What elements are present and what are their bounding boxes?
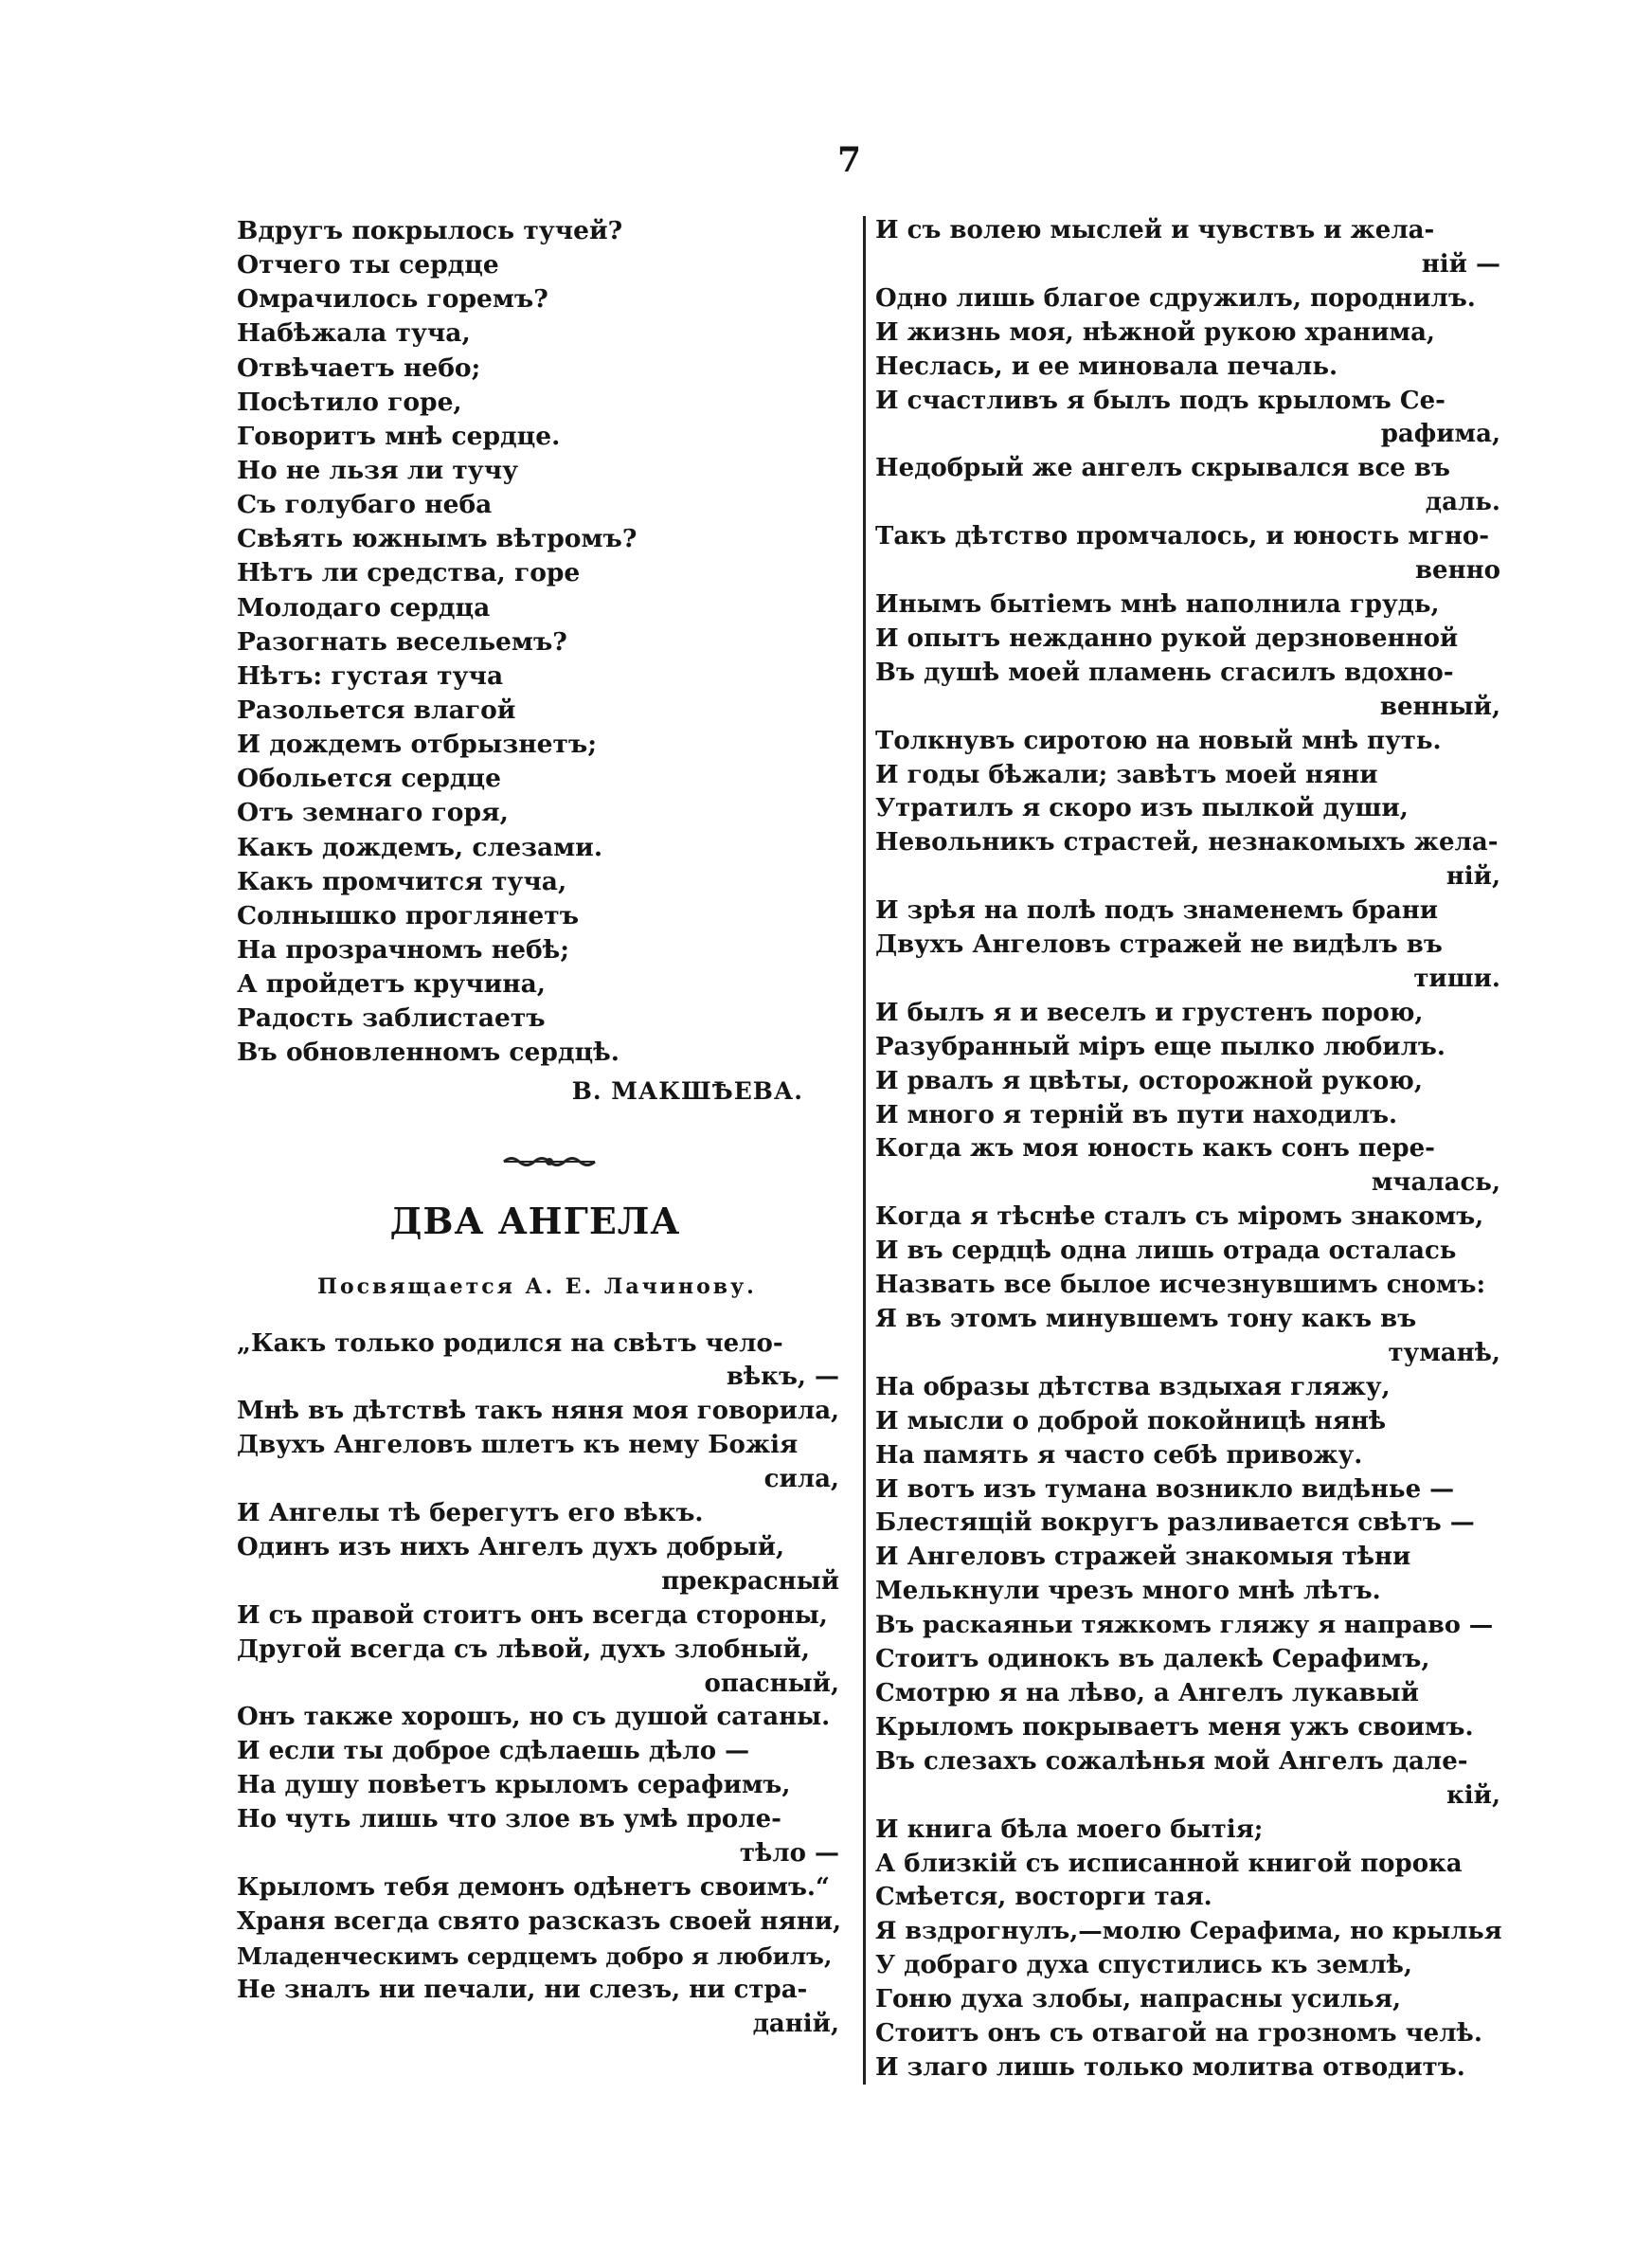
poem-line: И злаго лишь только молитва отводитъ. bbox=[875, 2052, 1465, 2082]
poem-line: ній, bbox=[1446, 862, 1500, 892]
poem-line: Недобрый же ангелъ скрывался все въ bbox=[875, 454, 1450, 483]
poem-title: ДВА АНГЕЛА bbox=[389, 1199, 681, 1242]
poem-line: тиши. bbox=[1413, 964, 1500, 993]
poem-line: даній, bbox=[752, 2009, 839, 2038]
poem-line: сила, bbox=[763, 1465, 839, 1494]
poem-line: А пройдетъ кручина, bbox=[237, 969, 547, 1000]
ornament-divider bbox=[502, 1152, 597, 1171]
poem-line: На память я часто себѣ привожу. bbox=[875, 1440, 1363, 1470]
poem-line: тѣло — bbox=[739, 1839, 839, 1869]
poem-line: Отъ земнаго горя, bbox=[237, 798, 509, 828]
poem-line: Въ душѣ моей пламень сгасилъ вдохно- bbox=[875, 658, 1454, 687]
poem-line: Одинъ изъ нихъ Ангелъ духъ добрый, bbox=[237, 1532, 785, 1562]
poem-line: Когда жъ моя юность какъ сонъ пере- bbox=[875, 1134, 1435, 1164]
poem-line: И Ангеловъ стражей знакомыя тѣни bbox=[875, 1543, 1411, 1572]
poem-line: Нѣтъ ли средства, горе bbox=[237, 558, 581, 588]
poem-line: опасный, bbox=[704, 1669, 839, 1698]
poem-line: рафима, bbox=[1380, 420, 1500, 449]
poem-line: Солнышко проглянетъ bbox=[237, 900, 580, 930]
poem-line: Мелькнули чрезъ много мнѣ лѣтъ. bbox=[875, 1577, 1381, 1606]
poem-line: И въ сердцѣ одна лишь отрада осталась bbox=[875, 1237, 1457, 1266]
poem-line: Радость заблистаетъ bbox=[237, 1003, 546, 1034]
poem-line: И мысли о доброй покойницѣ нянѣ bbox=[875, 1406, 1387, 1435]
poem-line: Инымъ бытіемъ мнѣ наполнила грудь, bbox=[875, 589, 1440, 619]
poem-line: А близкій съ исписанной книгой порока bbox=[875, 1849, 1463, 1878]
poem-line: Въ обновленномъ сердцѣ. bbox=[237, 1038, 620, 1068]
poem-line: Младенческимъ сердцемъ добро я любилъ, bbox=[237, 1941, 833, 1970]
poem-line: Какъ дождемъ, слезами. bbox=[237, 832, 603, 862]
poem-line: И рвалъ я цвѣты, осторожной рукою, bbox=[875, 1066, 1423, 1095]
right-column bbox=[875, 214, 1504, 2085]
poem-line: Я вздрогнулъ,—молю Серафима, но крылья bbox=[875, 1917, 1502, 1946]
poem-line: Молодаго сердца bbox=[237, 592, 491, 623]
poem-line: Одно лишь благое сдружилъ, породнилъ. bbox=[875, 283, 1476, 313]
poem-line: Набѣжала туча, bbox=[237, 318, 471, 349]
poem-line: На образы дѣтства вздыхая гляжу, bbox=[875, 1372, 1391, 1401]
poem-line: Разубранный міръ еще пылко любилъ. bbox=[875, 1032, 1446, 1061]
poem-line: Вдругъ покрылось тучей? bbox=[237, 216, 623, 245]
poem-line: туманѣ, bbox=[1388, 1338, 1500, 1367]
poem-line: И книга бѣла моего бытія; bbox=[875, 1815, 1264, 1844]
poem-two-left-lines bbox=[237, 1327, 843, 2042]
poem-line: Крыломъ тебя демонъ одѣнетъ своимъ.“ bbox=[237, 1873, 830, 1903]
poem-line: Разогнать весельемъ? bbox=[237, 626, 567, 657]
poem-line: Такъ дѣтство промчалось, и юность мгно- bbox=[875, 522, 1490, 551]
poem-line: прекрасный bbox=[661, 1566, 839, 1596]
poem-line: Не зналъ ни печали, ни слезъ, ни стра- bbox=[237, 1975, 808, 2004]
poem-line: Блестящій вокругъ разливается свѣтъ — bbox=[875, 1508, 1475, 1538]
poem-line: Назвать все былое исчезнувшимъ сномъ: bbox=[875, 1271, 1486, 1300]
poem-line: И если ты доброе сдѣлаешь дѣло — bbox=[237, 1737, 750, 1766]
poem-line: мчалась, bbox=[1371, 1168, 1500, 1198]
poem-line: Съ голубаго неба bbox=[237, 490, 493, 520]
poem-line: Другой всегда съ лѣвой, духъ злобный, bbox=[237, 1634, 810, 1664]
poem-line: Крыломъ покрываетъ меня ужъ своимъ. bbox=[875, 1712, 1474, 1742]
poem-line: И зрѣя на полѣ подъ знаменемъ брани bbox=[875, 896, 1439, 926]
poem-line: Двухъ Ангеловъ шлетъ къ нему Божія bbox=[237, 1431, 799, 1460]
poem-line: И опытъ нежданно рукой дерзновенной bbox=[875, 623, 1459, 653]
poem-line: Мнѣ въ дѣтствѣ такъ няня моя говорила, bbox=[237, 1397, 840, 1426]
poem-line: вѣкъ, — bbox=[726, 1363, 839, 1392]
poem-one bbox=[237, 214, 843, 1071]
poem-line: Отчего ты сердце bbox=[237, 250, 499, 280]
poem-line: Двухъ Ангеловъ стражей не видѣлъ въ bbox=[875, 930, 1443, 960]
poem-line: И счастливъ я былъ подъ крыломъ Се- bbox=[875, 386, 1446, 415]
poem-line: У добраго духа спустились къ землѣ, bbox=[875, 1951, 1412, 1980]
column-rule bbox=[863, 216, 866, 2085]
left-column bbox=[237, 214, 843, 2042]
poem-line: Свѣять южнымъ вѣтромъ? bbox=[237, 524, 637, 554]
poem-line: Въ слезахъ сожалѣнья мой Ангелъ дале- bbox=[875, 1746, 1468, 1776]
poem-line: Невольникъ страстей, незнакомыхъ жела- bbox=[875, 828, 1499, 858]
poem-line: даль. bbox=[1425, 488, 1500, 517]
poem-dedication: Посвящается А. Е. Лачинову. bbox=[317, 1273, 757, 1299]
poem-line: Смотрю я на лѣво, а Ангелъ лукавый bbox=[875, 1678, 1419, 1707]
poem-line: Храня всегда свято разсказъ своей няни, bbox=[237, 1906, 842, 1936]
poem-line: И жизнь моя, нѣжной рукою хранима, bbox=[875, 317, 1435, 347]
poem-line: Но чуть лишь что злое въ умѣ проле- bbox=[237, 1805, 781, 1834]
page-number: 7 bbox=[837, 140, 862, 180]
poem-line: И много я терній въ пути находилъ. bbox=[875, 1100, 1398, 1129]
poem-line: Но не льзя ли тучу bbox=[237, 455, 519, 485]
poem-line: И былъ я и веселъ и грустенъ порою, bbox=[875, 998, 1424, 1027]
poem-line: На прозрачномъ небѣ; bbox=[237, 934, 570, 965]
poem-line: Утратилъ я скоро изъ пылкой души, bbox=[875, 794, 1409, 823]
poem-line: Обольется сердце bbox=[237, 764, 501, 794]
poem-line: И съ волею мыслей и чувствъ и жела- bbox=[875, 216, 1435, 244]
poem-line: кій, bbox=[1446, 1780, 1500, 1810]
author-signature: В. МАКШѢЕВА. bbox=[571, 1076, 803, 1105]
poem-line: Разольется влагой bbox=[237, 695, 516, 725]
poem-line: ній — bbox=[1421, 249, 1500, 279]
poem-line: „Какъ только родился на свѣтъ чело- bbox=[237, 1328, 783, 1358]
poem-line: Неслась, и ее миновала печаль. bbox=[875, 352, 1338, 381]
poem-line: Какъ промчится туча, bbox=[237, 866, 567, 896]
poem-line: И съ правой стоитъ онъ всегда стороны, bbox=[237, 1600, 828, 1630]
poem-line: Омрачилось горемъ? bbox=[237, 284, 548, 315]
poem-line: Онъ также хорошъ, но съ душой сатаны. bbox=[237, 1703, 831, 1732]
poem-line: венный, bbox=[1379, 692, 1500, 721]
poem-line: И вотъ изъ тумана возникло видѣнье — bbox=[875, 1474, 1455, 1504]
poem-line: Говоритъ мнѣ сердце. bbox=[237, 421, 561, 451]
poem-line: И дождемъ отбрызнетъ; bbox=[237, 730, 598, 760]
poem-line: Я въ этомъ минувшемъ тону какъ въ bbox=[875, 1305, 1417, 1333]
poem-line: Стоитъ одинокъ въ далекѣ Серафимъ, bbox=[875, 1645, 1430, 1674]
poem-line: И годы бѣжали; завѣтъ моей няни bbox=[875, 760, 1378, 789]
poem-two-right-lines bbox=[875, 214, 1504, 2085]
poem-line: Отвѣчаетъ небо; bbox=[237, 352, 481, 383]
poem-line: Нѣтъ: густая туча bbox=[237, 660, 504, 691]
poem-line: Толкнувъ сиротою на новый мнѣ путь. bbox=[875, 726, 1442, 755]
poem-line: И Ангелы тѣ берегутъ его вѣкъ. bbox=[237, 1499, 704, 1528]
poem-line: Стоитъ онъ съ отвагой на грозномъ челѣ. bbox=[875, 2019, 1482, 2049]
poem-line: Гоню духа злобы, напрасны усилья, bbox=[875, 1985, 1402, 2014]
poem-line: Посѣтило горе, bbox=[237, 387, 462, 417]
poem-line: Въ раскаяньи тяжкомъ гляжу я направо — bbox=[875, 1611, 1494, 1640]
poem-line: Смѣется, восторги тая. bbox=[875, 1883, 1212, 1912]
poem-line: венно bbox=[1414, 556, 1500, 586]
poem-line: Когда я тѣснѣе сталъ съ міромъ знакомъ, bbox=[875, 1202, 1484, 1232]
poem-line: На душу повѣетъ крыломъ серафимъ, bbox=[237, 1771, 791, 1800]
